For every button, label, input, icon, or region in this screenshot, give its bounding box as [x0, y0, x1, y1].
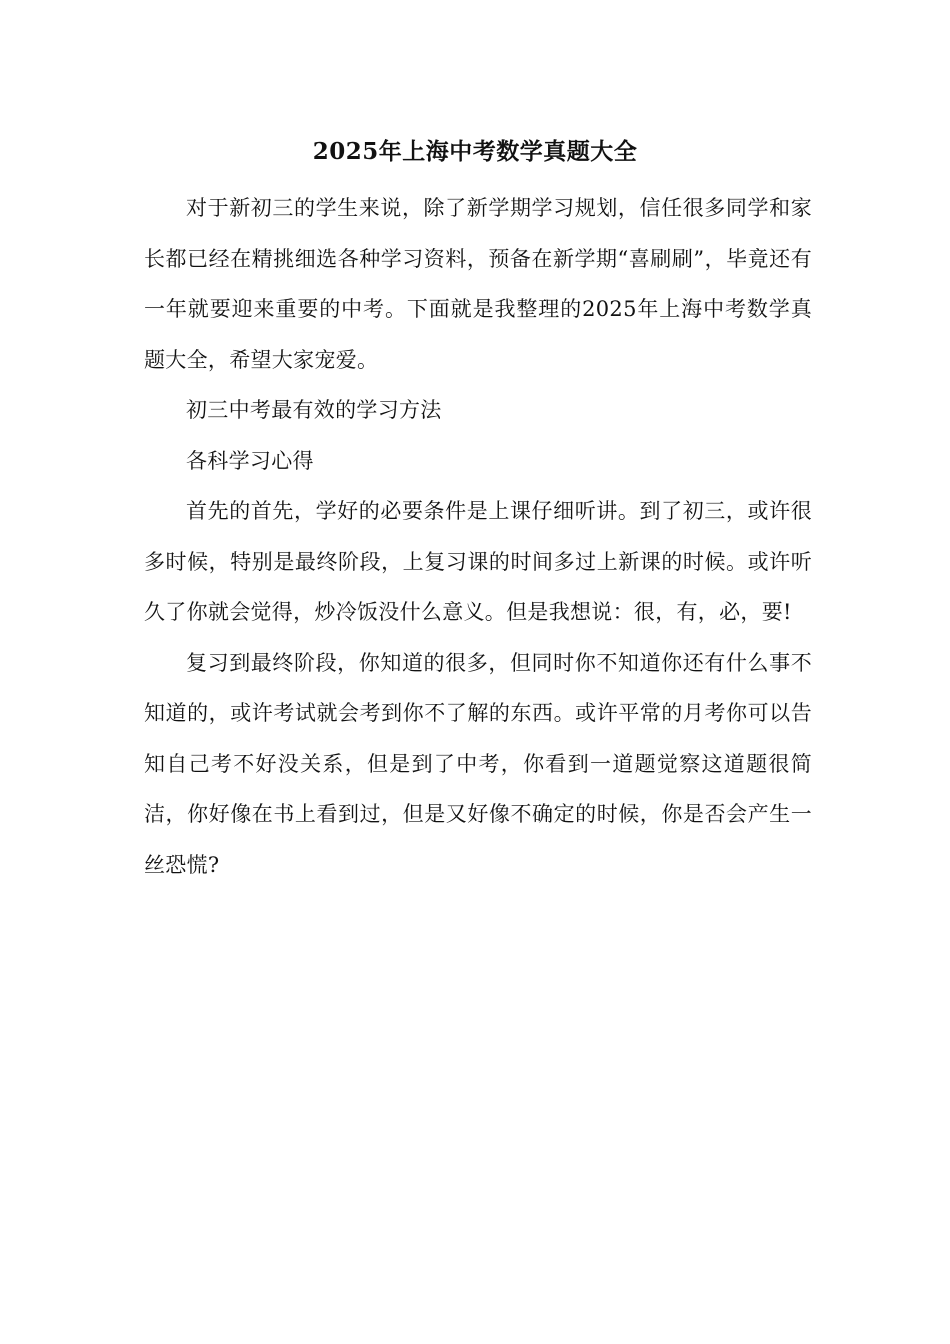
paragraph-final-review: 复习到最终阶段，你知道的很多，但同时你不知道你还有什么事不知道的，或许考试就会考到你不了解的东西。或许平常的月考你可以告知自己考不好没关系，但是到了中考，你看到一道题觉察这道题很简洁，你好像在书上看到过，但是又好像不确定的时候，你是否会产生一丝恐慌?	[144, 650, 812, 877]
document-title: 2025年上海中考数学真题大全	[312, 138, 638, 165]
document-body	[144, 183, 812, 890]
paragraph-listen-in-class: 首先的首先，学好的必要条件是上课仔细听讲。到了初三，或许很多时候，特别是最终阶段，上复习课的时间多过上新课的时候。或许听久了你就会觉得，炒冷饭没什么意义。但是我想说：很，有，必，要!	[144, 499, 812, 624]
paragraph-heading-methods: 初三中考最有效的学习方法	[186, 398, 442, 422]
paragraph-intro: 对于新初三的学生来说，除了新学期学习规划，信任很多同学和家长都已经在精挑细选各种学习资料，预备在新学期“喜刷刷”，毕竟还有一年就要迎来重要的中考。下面就是我整理的2025年上海中考数学真题大全，希望大家宠爱。	[144, 196, 812, 372]
paragraph-heading-experience: 各科学习心得	[186, 448, 314, 473]
